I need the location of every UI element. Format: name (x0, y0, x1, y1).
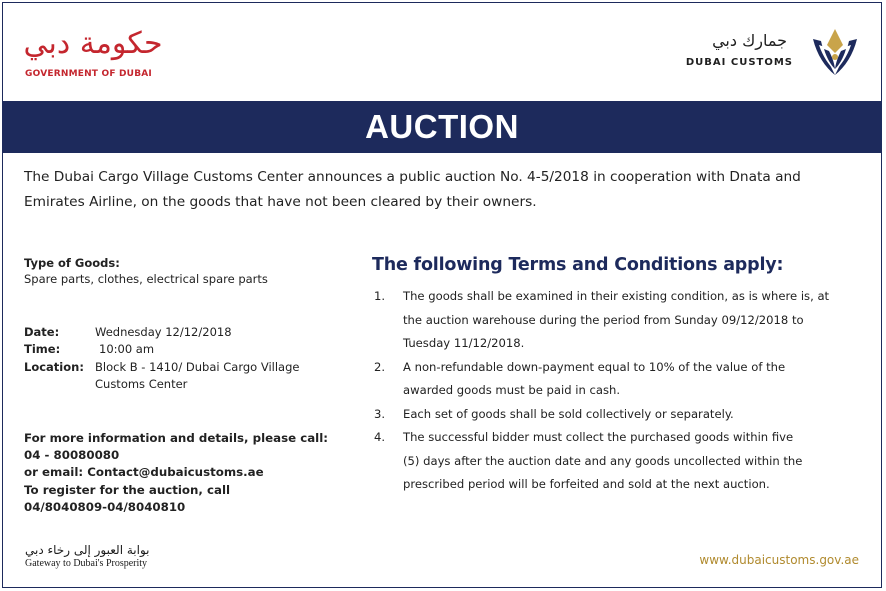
term-text-line: Each set of goods shall be sold collectively or separately. (403, 406, 734, 421)
goods-type-value: Spare parts, clothes, electrical spare parts (24, 272, 268, 286)
term-number: 1. (374, 289, 386, 303)
date-value: Wednesday 12/12/2018 (95, 325, 232, 339)
term-text-line: prescribed period will be forfeited and sold at the next auction. (403, 477, 770, 491)
svg-text:حكومة دبي: حكومة دبي (23, 26, 163, 61)
government-of-dubai-arabic-calligraphy (23, 21, 163, 65)
website-link[interactable]: www.dubaicustoms.gov.ae (699, 553, 859, 567)
terms-title: The following Terms and Conditions apply: (372, 255, 784, 275)
term-number: 3. (374, 406, 386, 421)
intro-paragraph (24, 165, 844, 215)
footer-slogan (25, 543, 150, 569)
term-text-line: Tuesday 11/12/2018. (403, 336, 525, 350)
dubai-customs-emblem-icon (807, 23, 863, 79)
dubai-customs-logo (685, 23, 863, 79)
terms-list (372, 285, 862, 497)
time-value: 10:00 am (99, 342, 155, 356)
contact-email: or email: Contact@dubaicustoms.ae (24, 465, 264, 480)
term-item (372, 403, 862, 427)
term-text-line: the auction warehouse during the period from Sunday 09/12/2018 to (403, 312, 804, 327)
date-label: Date: (24, 325, 60, 339)
term-text-line: The goods shall be examined in their existing condition, as is where is, at (403, 289, 830, 303)
contact-line: To register for the auction, call (24, 482, 231, 497)
slogan-english: Gateway to Dubai's Prosperity (25, 558, 148, 569)
intro-line: Emirates Airline, on the goods that have not been cleared by their owners. (24, 194, 537, 210)
location-label: Location: (24, 360, 84, 374)
term-number: 4. (374, 430, 386, 444)
term-text-line: The successful bidder must collect the purchased goods within five (403, 430, 794, 444)
contact-info (24, 430, 328, 516)
terms-section (372, 255, 862, 491)
term-text-line: (5) days after the auction date and any goods uncollected within the (403, 453, 803, 468)
contact-line: For more information and details, please call: (24, 431, 328, 445)
location-value: Block B - 1410/ Dubai Cargo Village (95, 360, 300, 374)
location-value-continued: Customs Center (95, 377, 188, 391)
term-text-line: A non-refundable down-payment equal to 10% of the value of the (403, 359, 786, 374)
header (3, 3, 881, 101)
dubai-customs-text: DUBAI CUSTOMS (685, 57, 793, 68)
auction-banner: AUCTION (3, 101, 881, 153)
term-text-line: awarded goods must be paid in cash. (403, 383, 621, 397)
time-label: Time: (24, 342, 61, 356)
term-item (372, 356, 862, 403)
dubai-customs-arabic-text: جمارك دبي (712, 31, 787, 50)
auction-notice (2, 2, 882, 588)
registration-phone-numbers: 04/8040809-04/8040810 (24, 499, 186, 514)
slogan-arabic: بوابة العبور إلى رخاء دبي (25, 543, 150, 557)
term-item (372, 426, 862, 497)
phone-number: 04 - 80080080 (24, 448, 120, 463)
goods-type-label: Type of Goods: (24, 256, 120, 270)
term-number: 2. (374, 359, 386, 374)
intro-line: The Dubai Cargo Village Customs Center announces a public auction No. 4-5/2018 in cooperation with Dnata and (24, 169, 801, 185)
term-item (372, 285, 862, 356)
government-of-dubai-text: GOVERNMENT OF DUBAI (25, 69, 152, 79)
government-of-dubai-logo (23, 21, 163, 83)
